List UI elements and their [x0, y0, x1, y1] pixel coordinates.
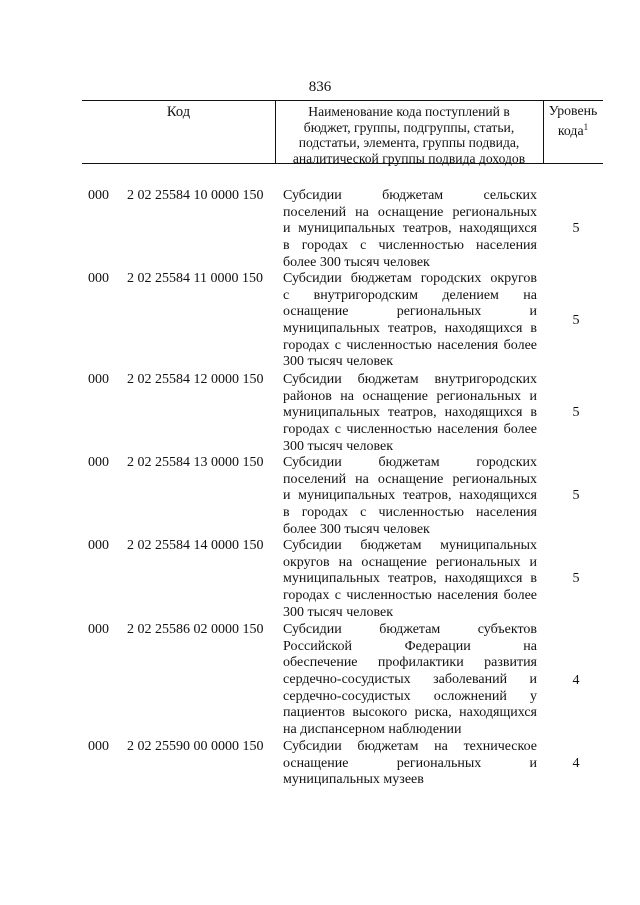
admin-code: 000: [88, 739, 109, 754]
name-line: муниципальных музеев: [283, 772, 424, 788]
admin-code: 000: [88, 372, 109, 387]
name-line: Субсидии бюджетам на техническое: [283, 739, 537, 754]
header-name: [275, 104, 543, 166]
header-level-line: [543, 119, 603, 139]
name-line: поселений на оснащение региональных: [283, 471, 537, 487]
name-line: Субсидии бюджетам муниципальных: [283, 538, 537, 553]
income-code: 2 02 25586 02 0000 150: [127, 622, 264, 637]
header-level-line: Уровень: [548, 103, 598, 118]
admin-code: 000: [88, 188, 109, 203]
header-name-line: аналитической группы подвида доходов: [292, 150, 526, 166]
code-level: 5: [572, 571, 580, 586]
income-name: [283, 622, 537, 739]
header-code: Код: [166, 104, 191, 120]
income-name: [283, 739, 537, 789]
code-level: 4: [572, 673, 580, 688]
code-level: 5: [572, 405, 580, 420]
page-number: 836: [308, 79, 332, 95]
name-line: обеспечение профилактики развития: [283, 655, 537, 671]
income-name: [283, 372, 537, 455]
name-line: муниципальных театров, находящихся в: [283, 321, 537, 337]
name-line: в городах с численностью населения: [283, 238, 537, 254]
code-level: 5: [572, 221, 580, 236]
name-line: в городах с численностью населения: [283, 505, 537, 521]
name-line: поселений на оснащение региональных: [283, 204, 537, 220]
admin-code: 000: [88, 455, 109, 470]
name-line: сердечно-сосудистых осложнений у: [283, 688, 537, 704]
name-line: районов на оснащение региональных и: [283, 388, 537, 404]
header-level-word: кода: [557, 123, 584, 138]
name-line: оснащение региональных и: [283, 755, 537, 771]
name-line: Субсидии бюджетам субъектов: [283, 622, 537, 637]
income-name: [283, 455, 537, 538]
name-line: более 300 тысяч человек: [283, 521, 430, 537]
header-name-line: Наименование кода поступлений в: [308, 104, 510, 119]
name-line: Субсидии бюджетам сельских: [283, 188, 537, 203]
income-name: [283, 188, 537, 271]
header-level: [543, 103, 603, 139]
name-line: Российской Федерации на: [283, 638, 537, 654]
name-line: городах с численностью населения более: [283, 422, 537, 438]
income-name: [283, 538, 537, 621]
header-name-line: бюджет, группы, подгруппы, статьи,: [303, 119, 515, 135]
income-code: 2 02 25590 00 0000 150: [127, 739, 264, 754]
code-level: 5: [572, 488, 580, 503]
name-line: и муниципальных театров, находящихся: [283, 221, 537, 237]
name-line: сердечно-сосудистых заболеваний и: [283, 672, 537, 688]
header-name-line: подстатьи, элемента, группы подвида,: [298, 135, 520, 150]
name-line: Субсидии бюджетам внутригородских: [283, 372, 537, 387]
name-line: Субсидии бюджетам городских округов: [283, 271, 537, 286]
income-code: 2 02 25584 14 0000 150: [127, 538, 264, 553]
income-code: 2 02 25584 12 0000 150: [127, 372, 264, 387]
name-line: муниципальных театров, находящихся в: [283, 405, 537, 421]
name-line: с внутригородским делением на: [283, 287, 537, 303]
name-line: 300 тысяч человек: [283, 354, 394, 370]
income-code: 2 02 25584 11 0000 150: [127, 271, 263, 286]
admin-code: 000: [88, 538, 109, 553]
name-line: округов на оснащение региональных и: [283, 554, 537, 570]
admin-code: 000: [88, 271, 109, 286]
code-level: 4: [572, 756, 580, 771]
name-line: более 300 тысяч человек: [283, 254, 430, 270]
table-header: [82, 100, 543, 164]
income-name: [283, 271, 537, 371]
name-line: городах с численностью населения более: [283, 588, 537, 604]
name-line: 300 тысяч человек: [283, 438, 394, 454]
name-line: муниципальных театров, находящихся в: [283, 571, 537, 587]
name-line: городах с численностью населения более: [283, 337, 537, 353]
code-level: 5: [572, 313, 580, 328]
income-code: 2 02 25584 10 0000 150: [127, 188, 264, 203]
name-line: 300 тысяч человек: [283, 604, 394, 620]
footnote-marker: 1: [583, 122, 589, 132]
income-code: 2 02 25584 13 0000 150: [127, 455, 264, 470]
name-line: на диспансерном наблюдении: [283, 722, 462, 738]
admin-code: 000: [88, 622, 109, 637]
name-line: пациентов высокого риска, находящихся: [283, 705, 537, 721]
name-line: оснащение региональных и: [283, 304, 537, 320]
name-line: Субсидии бюджетам городских: [283, 455, 537, 470]
name-line: и муниципальных театров, находящихся: [283, 488, 537, 504]
